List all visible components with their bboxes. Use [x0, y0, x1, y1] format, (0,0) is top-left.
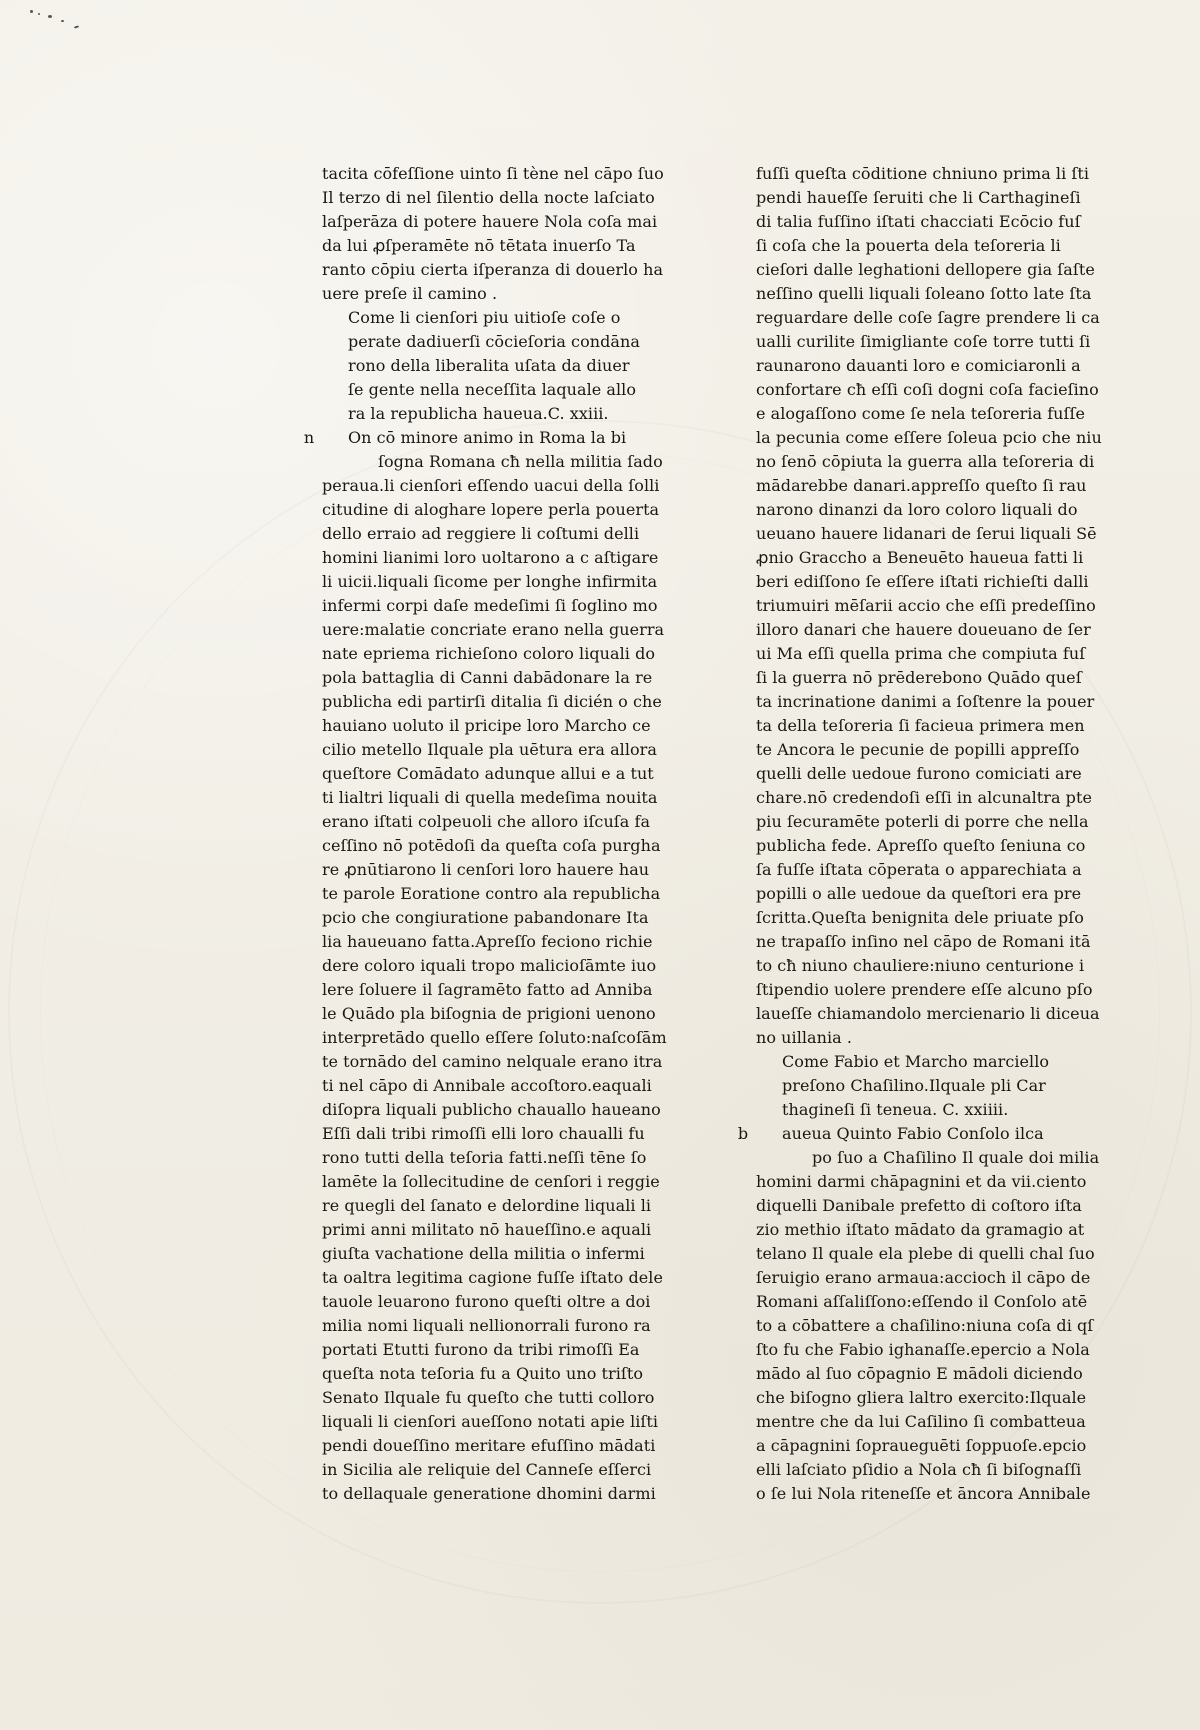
left-line-1: tacita cōfeſſione uinto ſi tène nel cāpo ſuo — [322, 164, 664, 183]
right-heading-line-1: Come Fabio et Marcho marciello — [782, 1052, 1050, 1071]
right-line-42: po ſuo a Chaſilino Il quale doi milia — [812, 1148, 1100, 1167]
right-line-25: te Ancora le pecunie de popilli appreſſo — [756, 740, 1080, 759]
left-paragraph-start-line — [303, 426, 682, 450]
right-heading-line-2: preſono Chaſilino.Ilquale pli Car — [782, 1076, 1046, 1095]
right-line-35: ſtipendio uolere prendere eſſe alcuno pſo — [756, 980, 1093, 999]
right-line-2: pendi haueſſe ſeruiti che li Carthagineſi — [756, 188, 1081, 207]
right-line-5: cieſori dalle leghationi dellopere gia ſaſte — [756, 260, 1095, 279]
ink-speck — [30, 10, 33, 13]
right-line-44: diquelli Danibale prefetto di coſtoro iſta — [756, 1196, 1082, 1215]
right-line-32: ſcritta.Queſta benignita dele priuate pſo — [756, 908, 1084, 927]
left-line-15: citudine di aloghare lopere perla pouerta — [322, 500, 660, 519]
left-chapter-marker: n — [303, 428, 315, 447]
right-line-10: confortare cħ eſſi coſi dogni coſa facieſino — [756, 380, 1099, 399]
left-line-31: te parole Eoratione contro ala republicha — [322, 884, 661, 903]
left-line-34: dere coloro iquali tropo malicioſāmte iuo — [322, 956, 657, 975]
right-paragraph-start-line — [737, 1122, 1116, 1146]
right-line-43: homini darmi chāpagnini et da vii.ciento — [756, 1172, 1087, 1191]
right-line-50: ſto fu che Fabio ighanaſſe.epercio a Nola — [756, 1340, 1090, 1359]
left-heading-line-1: Come li cienſori piu uitioſe coſe o — [348, 308, 621, 327]
left-heading-line-5: ra la republicha haueua.C. xxiii. — [348, 404, 609, 423]
left-heading-line-3: rono della liberalita uſata da diuer — [348, 356, 630, 375]
right-line-3: di talia fuſſino iſtati chacciati Ecōcio fuſ — [756, 212, 1081, 231]
left-line-17: homini lianimi loro uoltarono a c aſtigare — [322, 548, 659, 567]
right-line-20: illoro danari che hauere doueuano de ſer — [756, 620, 1091, 639]
ink-speck — [61, 20, 64, 22]
right-line-16: ueuano hauere lidanari de ſerui liquali Sē — [756, 524, 1097, 543]
right-line-4: ſi coſa che la pouerta dela teſoreria li — [756, 236, 1061, 255]
left-line-29: ceſſino nō potēdoſi da queſta coſa purgha — [322, 836, 661, 855]
left-line-20: uere:malatie concriate erano nella guerra — [322, 620, 665, 639]
left-line-37: interpretādo quello eſſere ſoluto:naſcoſām — [322, 1028, 667, 1047]
left-line-19: infermi corpi daſe medeſimi ſi ſoglino mo — [322, 596, 658, 615]
right-line-21: ui Ma eſſi quella prima che compiuta fuſ — [756, 644, 1086, 663]
left-line-18: li uicii.liquali ſicome per longhe infirmita — [322, 572, 658, 591]
left-line-32: pcio che congiuratione pabandonare Ita — [322, 908, 649, 927]
right-line-14: mādarebbe danari.appreſſo queſto ſi rau — [756, 476, 1087, 495]
left-line-3: laſperāza di potere hauere Nola coſa mai — [322, 212, 658, 231]
left-line-50: portati Etutti furono da tribi rimoſſi Ea — [322, 1340, 640, 1359]
left-line-46: giuſta vachatione della militia o infermi — [322, 1244, 645, 1263]
right-line-6: neſſino quelli liquali ſoleano ſotto late ſta — [756, 284, 1092, 303]
right-line-56: o ſe lui Nola riteneſſe et āncora Annibale — [756, 1484, 1091, 1503]
right-line-7: reguardare delle coſe ſagre prendere li ca — [756, 308, 1100, 327]
right-line-1: fuſſi queſta cōditione chniuno prima li ſti — [756, 164, 1090, 183]
right-line-33: ne trapaſſo inſino nel cāpo de Romani itā — [756, 932, 1091, 951]
right-line-34: to cħ niuno chauliere:niuno centurione i — [756, 956, 1085, 975]
left-line-4: da lui ꝓſperamēte nō tētata inuerſo Ta — [322, 236, 636, 255]
left-line-49: milia nomi liquali nellionorrali furono ra — [322, 1316, 651, 1335]
left-line-40: diſopra liquali publicho chauallo haueano — [322, 1100, 661, 1119]
right-line-48: Romani aſſaliſſono:eſſendo il Conſolo atē — [756, 1292, 1088, 1311]
right-line-36: laueſſe chiamandolo mercienario li diceua — [756, 1004, 1100, 1023]
left-line-23: publicha edi partirſi ditalia ſi dicién o che — [322, 692, 662, 711]
right-line-31: popilli o alle uedoue da queſtori era pre — [756, 884, 1082, 903]
right-line-11: e alogaſſono come ſe nela teſoreria fuſſe — [756, 404, 1085, 423]
left-line-27: ti lialtri liquali di quella medeſima nouita — [322, 788, 658, 807]
left-line-5: ranto cōpiu cierta iſperanza di douerlo ha — [322, 260, 664, 279]
right-line-47: ſeruigio erano armaua:accioch il cāpo de — [756, 1268, 1091, 1287]
left-line-39: ti nel cāpo di Annibale accoſtoro.eaquali — [322, 1076, 652, 1095]
right-chapter-marker: b — [737, 1124, 749, 1143]
right-line-12: la pecunia come eſſere ſoleua pcio che niu — [756, 428, 1102, 447]
left-line-44: re quegli del ſanato e delordine liquali li — [322, 1196, 652, 1215]
left-line-13: ſogna Romana cħ nella militia ſado — [378, 452, 663, 471]
right-line-8: ualli curilite ſimigliante coſe torre tutti ſi — [756, 332, 1091, 351]
left-line-14: peraua.li cienſori eſſendo uacui della ſolli — [322, 476, 660, 495]
right-line-51: mādo al ſuo cōpagnio E mādoli diciendo — [756, 1364, 1083, 1383]
right-line-13: no ſenō cōpiuta la guerra alla teſoreria di — [756, 452, 1095, 471]
right-line-23: ta incrinatione danimi a ſoſtenre la pouer — [756, 692, 1095, 711]
right-line-22: ſi la guerra nō prēderebono Quādo queſ — [756, 668, 1082, 687]
right-line-17: ꝓnio Graccho a Beneuēto haueua fatti li — [756, 548, 1084, 567]
right-paragraph-start-text: aueua Quinto Fabio Conſolo ilca — [782, 1124, 1044, 1143]
right-line-24: ta della teſoreria ſi facieua primera men — [756, 716, 1085, 735]
right-line-29: publicha fede. Apreſſo queſto ſeniuna co — [756, 836, 1086, 855]
top-left-corner-marks — [30, 10, 82, 30]
right-line-26: quelli delle uedoue furono comiciati are — [756, 764, 1082, 783]
left-line-30: re ꝓnūtiarono li cenſori loro hauere hau — [322, 860, 650, 879]
right-line-52: che biſogno gliera laltro exercito:Ilquale — [756, 1388, 1087, 1407]
left-heading-line-4: ſe gente nella neceſſita laquale allo — [348, 380, 636, 399]
right-line-30: ſa fuſſe iſtata cōperata o apparechiata a — [756, 860, 1082, 879]
left-line-47: ta oaltra legitima cagione fuſſe iſtato dele — [322, 1268, 663, 1287]
right-line-9: raunarono dauanti loro e comiciaronli a — [756, 356, 1081, 375]
left-heading-line-2: perate dadiuerſi cōcieſoria condāna — [348, 332, 640, 351]
left-text-column — [303, 162, 682, 1506]
left-line-48: tauole leuarono furono queſti oltre a doi — [322, 1292, 651, 1311]
right-line-19: triumuiri mēſarii accio che eſſi predeſſino — [756, 596, 1096, 615]
right-line-37: no uillania . — [756, 1028, 853, 1047]
left-line-36: le Quādo pla biſognia de prigioni uenono — [322, 1004, 656, 1023]
left-line-33: lia haueuano fatta.Apreſſo feciono richie — [322, 932, 653, 951]
right-line-49: to a cōbattere a chaſilino:niuna coſa di qſ — [756, 1316, 1094, 1335]
ink-speck — [74, 25, 79, 28]
left-line-21: nate epriema richieſono coloro liquali do — [322, 644, 656, 663]
left-line-28: erano iſtati colpeuoli che alloro iſcuſa fa — [322, 812, 651, 831]
right-text-column — [737, 162, 1116, 1506]
left-line-41: Eſſi dali tribi rimoſſi elli loro chaualli fu — [322, 1124, 645, 1143]
left-line-42: rono tutti della teſoria fatti.neſſi tēne ſo — [322, 1148, 647, 1167]
ink-speck — [48, 15, 52, 18]
left-line-38: te tornādo del camino nelquale erano itra — [322, 1052, 663, 1071]
left-line-51: queſta nota teſoria fu a Quito uno triſto — [322, 1364, 644, 1383]
right-line-28: piu ſecuramēte poterli di porre che nella — [756, 812, 1089, 831]
left-line-16: dello erraio ad reggiere li coſtumi delli — [322, 524, 640, 543]
right-line-55: elli laſciato pſidio a Nola cħ ſi biſognaſſi — [756, 1460, 1082, 1479]
left-line-2: Il terzo di nel ſilentio della nocte laſciato — [322, 188, 655, 207]
left-line-22: pola battaglia di Canni dabādonare la re — [322, 668, 653, 687]
left-paragraph-start-text: On cō minore animo in Roma la bi — [348, 428, 627, 447]
left-line-24: hauiano uoluto il pricipe loro Marcho ce — [322, 716, 651, 735]
right-line-46: telano Il quale ela plebe di quelli chal ſuo — [756, 1244, 1095, 1263]
left-line-53: liquali li cienſori aueſſono notati apie liſti — [322, 1412, 659, 1431]
right-line-27: chare.nō credendoſi eſſi in alcunaltra pte — [756, 788, 1092, 807]
left-line-26: queſtore Comādato adunque allui e a tut — [322, 764, 654, 783]
right-line-15: narono dinanzi da loro coloro liquali do — [756, 500, 1078, 519]
left-line-55: in Sicilia ale reliquie del Canneſe eſſerci — [322, 1460, 652, 1479]
left-line-52: Senato Ilquale fu queſto che tutti colloro — [322, 1388, 655, 1407]
left-line-45: primi anni militato nō haueſſino.e aquali — [322, 1220, 652, 1239]
left-line-35: lere ſoluere il ſagramēto fatto ad Anniba — [322, 980, 653, 999]
left-line-25: cilio metello Ilquale pla uētura era allora — [322, 740, 657, 759]
ink-speck — [38, 13, 40, 15]
left-line-6: uere preſe il camino . — [322, 284, 498, 303]
right-line-18: beri ediſſono ſe eſſere iſtati richieſti dalli — [756, 572, 1089, 591]
right-line-53: mentre che da lui Caſilino ſi combatteua — [756, 1412, 1086, 1431]
right-line-54: a cāpagnini ſopraueguēti ſoppuoſe.epcio — [756, 1436, 1087, 1455]
left-line-54: pendi doueſſino meritare efuſſino mādati — [322, 1436, 656, 1455]
left-line-56: to dellaquale generatione dhomini darmi — [322, 1484, 656, 1503]
right-heading-line-3: thagineſi ſi teneua. C. xxiiii. — [782, 1100, 1009, 1119]
left-line-43: lamēte la ſollecitudine de cenſori i reggie — [322, 1172, 660, 1191]
right-line-45: zio methio iſtato mādato da gramagio at — [756, 1220, 1085, 1239]
